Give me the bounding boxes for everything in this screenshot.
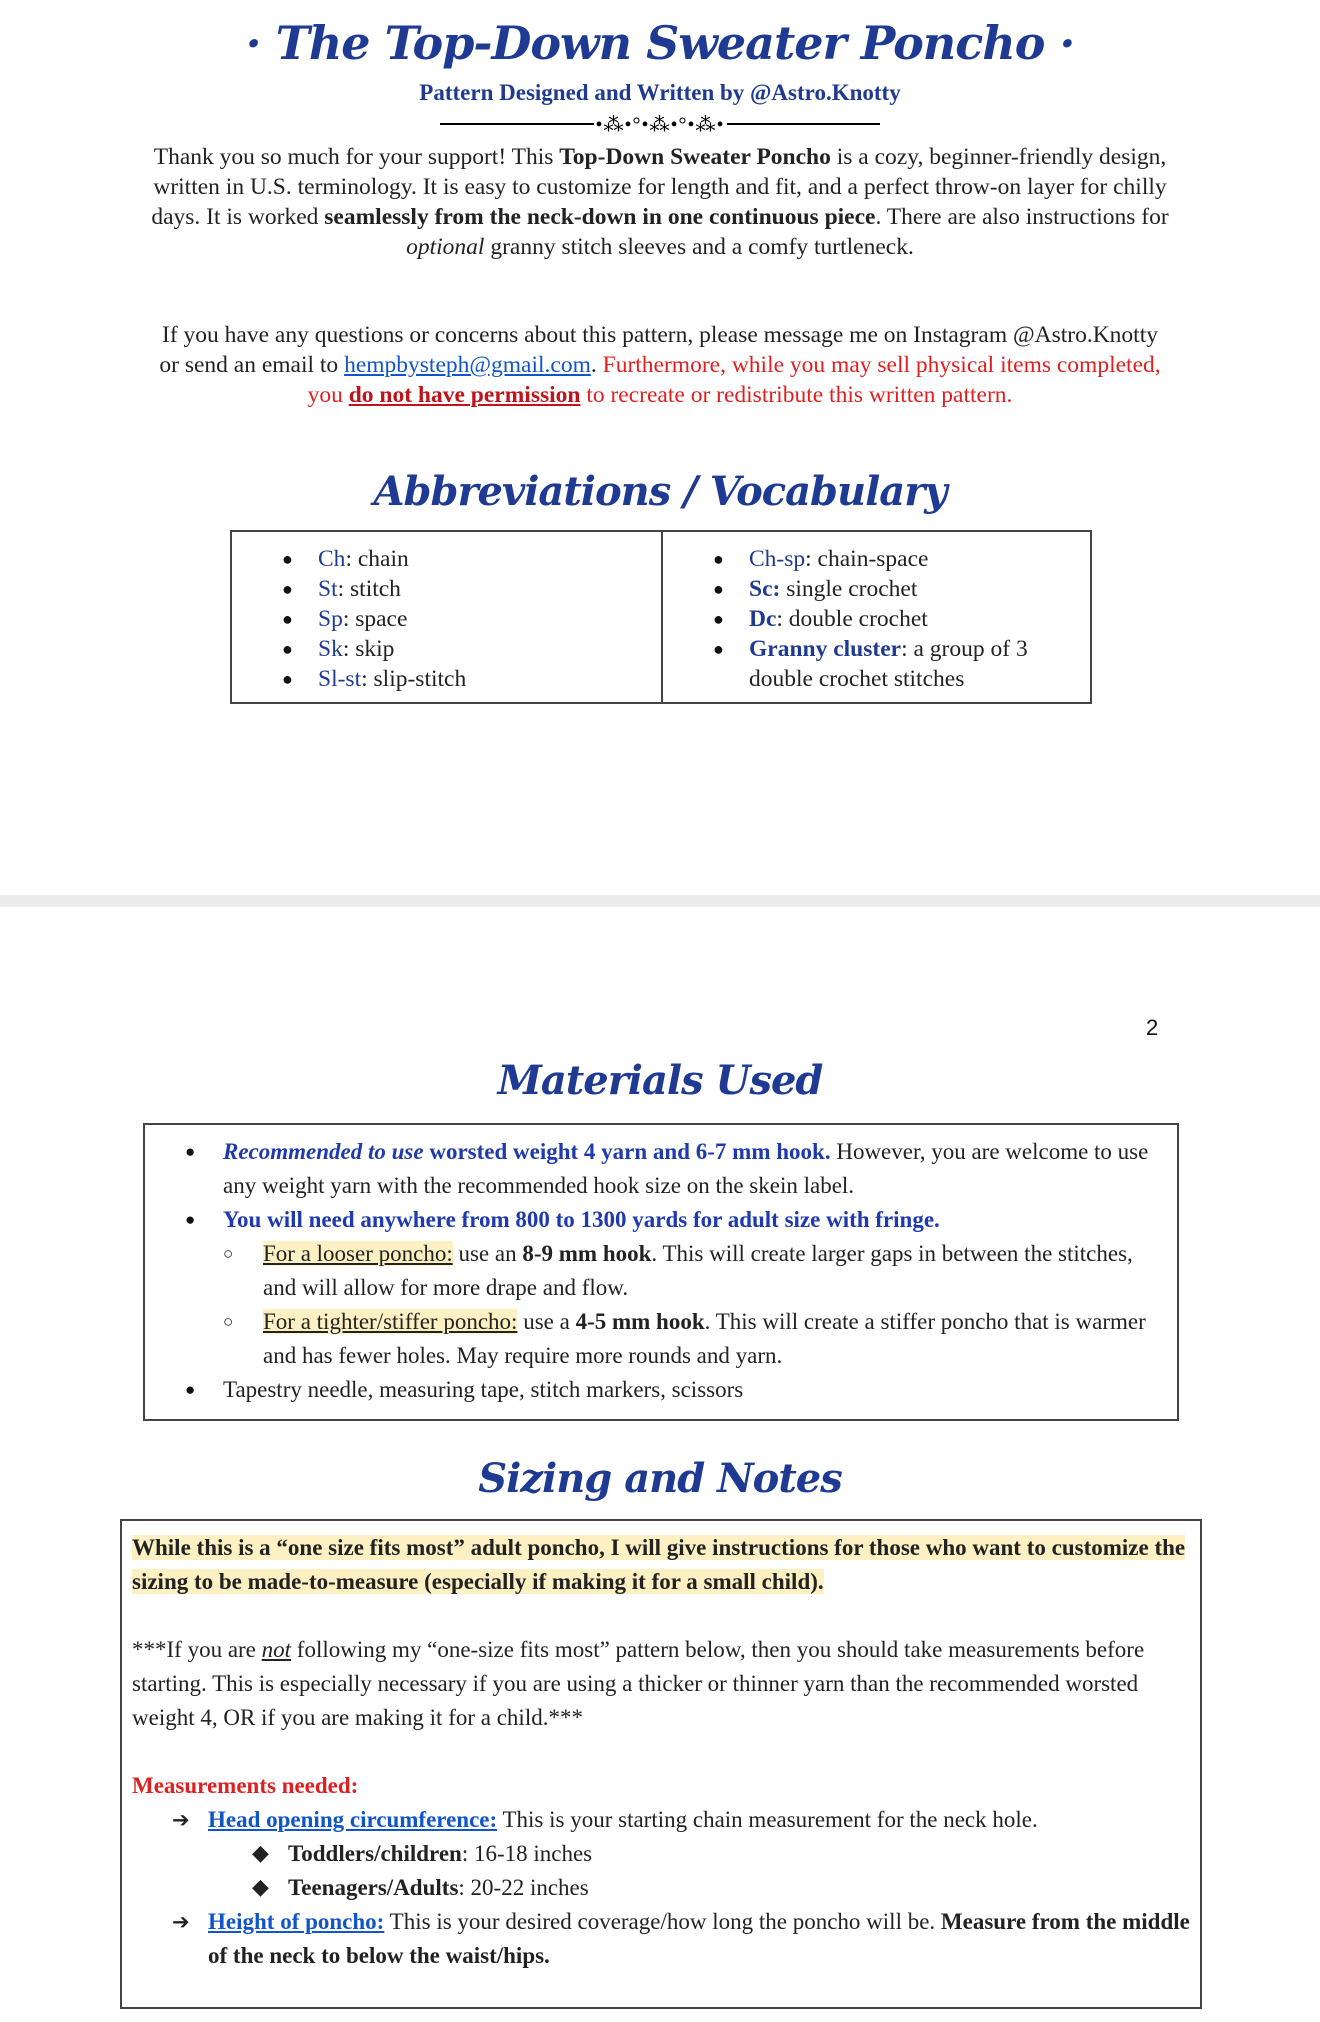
materials-subitem	[263, 1237, 1163, 1305]
materials-text: . This will create larger gaps in between the stitches, and will allow for more drape and flow.	[263, 1241, 1133, 1300]
abbreviations-left-column	[232, 532, 661, 702]
materials-box	[143, 1123, 1179, 1421]
divider-ornament: •⁂•°•⁂•°•⁂•	[595, 113, 725, 136]
diamond-icon: ◆	[252, 1875, 269, 1900]
measurement-toddlers	[132, 1837, 1190, 1871]
abbr-term: Ch	[318, 546, 346, 572]
intro-text-3: . There are also instructions for	[875, 204, 1169, 230]
intro-text-1: Thank you so much for your support! This	[153, 144, 560, 170]
page-2	[0, 907, 1320, 2022]
abbr-term: Dc	[749, 606, 777, 632]
measurement-adults	[132, 1871, 1190, 1905]
permission-notice-2: to recreate or redistribute this written pattern.	[580, 382, 1013, 408]
measurement-height	[132, 1905, 1190, 1973]
abbr-item	[749, 634, 1090, 694]
materials-subitem	[263, 1305, 1163, 1373]
abbr-term: Sp	[318, 606, 343, 632]
page-1	[0, 0, 1320, 895]
abbr-item	[749, 544, 1090, 574]
intro-bold-2: seamlessly from the neck-down in one continuous piece	[324, 204, 876, 230]
head-opening-text: This is your starting chain measurement for the neck hole.	[497, 1807, 1038, 1832]
arrow-icon: ➔	[172, 1910, 190, 1934]
abbr-def: : chain	[345, 546, 409, 572]
abbr-def: : double crochet	[776, 606, 928, 632]
adults-size: : 20-22 inches	[458, 1875, 589, 1900]
pattern-subtitle: Pattern Designed and Written by @Astro.Knotty	[419, 80, 901, 105]
intro-paragraph	[150, 142, 1170, 262]
page-separator	[0, 895, 1320, 907]
permission-notice-1: Furthermore, while you may sell physical items completed, you	[307, 352, 1161, 408]
abbr-term: Sc:	[749, 576, 781, 602]
page-number: 2	[1146, 1015, 1159, 1040]
abbr-term: Ch-sp	[749, 546, 806, 572]
abbr-def: : slip-stitch	[361, 666, 467, 692]
intro-bold-1: Top-Down Sweater Poncho	[559, 144, 831, 170]
permission-notice-bold: do not have permission	[348, 382, 581, 408]
abbr-item	[318, 604, 661, 634]
sizing-box	[120, 1519, 1202, 2009]
note-text-1: ***If you are	[132, 1637, 262, 1662]
materials-text: use a	[517, 1309, 576, 1334]
tighter-hook-size: 4-5 mm hook	[575, 1309, 705, 1334]
materials-item	[223, 1203, 1163, 1373]
abbr-item	[749, 604, 1090, 634]
measurement-head	[132, 1803, 1190, 1837]
contact-text-1: If you have any questions or concerns about this pattern, please message me on Instagram @Astro.Knotty or send an email to	[159, 322, 1158, 378]
intro-text-4: granny stitch sleeves and a comfy turtleneck.	[484, 234, 914, 260]
abbr-def: : space	[342, 606, 408, 632]
tighter-poncho-label: For a tighter/stiffer poncho:	[263, 1309, 518, 1334]
materials-text: However, you are welcome to use any weight yarn with the recommended hook size on the skein label.	[223, 1139, 1149, 1198]
abbreviations-table	[230, 530, 1092, 704]
intro-italic: optional	[406, 234, 485, 260]
sizing-highlight: While this is a “one size fits most” adult poncho, I will give instructions for those who want to customize the sizing to be made-to-measure (especially if making it for a small child).	[132, 1535, 1186, 1594]
abbr-def: : a group of 3 double crochet stitches	[749, 636, 1028, 692]
toddlers-label: Toddlers/children	[288, 1841, 462, 1866]
abbr-item	[318, 544, 661, 574]
abbr-def: single crochet	[780, 576, 918, 602]
materials-text: . This will create a stiffer poncho that is warmer and has fewer holes. May require more rounds and yarn.	[263, 1309, 1146, 1368]
measurement-note	[132, 1633, 1190, 1735]
note-not: not	[261, 1637, 292, 1662]
height-link[interactable]: Height of poncho:	[208, 1909, 385, 1934]
abbr-def: : skip	[342, 636, 395, 662]
head-opening-link[interactable]: Head opening circumference:	[208, 1807, 498, 1832]
intro-text-2: is a cozy, beginner-friendly design, written in U.S. terminology. It is easy to customize for length and fit, and a perfect throw-on layer for chilly days. It is worked	[151, 144, 1167, 230]
note-text-2: following my “one-size fits most” pattern below, then you should take measurements before starting. This is especially necessary if you are using a thicker or thinner yarn than the recommended worsted weight 4, OR if you are making it for a child.***	[132, 1637, 1145, 1730]
height-bold: Measure from the middle of the neck to below the waist/hips.	[208, 1909, 1190, 1968]
arrow-icon: ➔	[172, 1808, 190, 1832]
abbr-term: Sl-st	[318, 666, 362, 692]
measurements-needed-label: Measurements needed:	[132, 1773, 359, 1798]
abbr-item	[749, 574, 1090, 604]
abbreviations-heading: Abbreviations / Vocabulary	[373, 468, 947, 515]
spacer	[132, 1735, 1190, 1769]
divider-line-left	[440, 123, 594, 125]
materials-item	[223, 1373, 1163, 1407]
sizing-heading: Sizing and Notes	[478, 1455, 842, 1502]
abbr-item	[318, 574, 661, 604]
looser-poncho-label: For a looser poncho:	[263, 1241, 453, 1266]
spacer	[132, 1599, 1190, 1633]
materials-item	[223, 1135, 1163, 1203]
contact-text-2: .	[590, 352, 603, 378]
abbr-def: : chain-space	[805, 546, 929, 572]
materials-tools: Tapestry needle, measuring tape, stitch markers, scissors	[223, 1377, 744, 1402]
divider-line-right	[727, 123, 881, 125]
abbr-term: Sk	[318, 636, 343, 662]
ornamental-divider	[440, 112, 880, 136]
abbr-def: : stitch	[337, 576, 401, 602]
materials-yarn-hook: worsted weight 4 yarn and 6-7 mm hook.	[423, 1139, 831, 1164]
looser-hook-size: 8-9 mm hook	[522, 1241, 652, 1266]
materials-text: use an	[452, 1241, 523, 1266]
email-link[interactable]: hempbysteph@gmail.com	[344, 352, 591, 378]
materials-heading: Materials Used	[497, 1057, 823, 1104]
pattern-title: · The Top-Down Sweater Poncho ·	[245, 16, 1075, 70]
abbreviations-right-column	[661, 532, 1090, 702]
materials-yardage: You will need anywhere from 800 to 1300 yards for adult size with fringe.	[223, 1207, 940, 1232]
abbr-term: St	[318, 576, 338, 602]
contact-paragraph	[150, 320, 1170, 410]
abbr-item	[318, 634, 661, 664]
abbr-item	[318, 664, 661, 694]
materials-recommended: Recommended to use	[223, 1139, 424, 1164]
abbr-term: Granny cluster	[749, 636, 902, 662]
diamond-icon: ◆	[252, 1841, 269, 1866]
adults-label: Teenagers/Adults	[288, 1875, 459, 1900]
height-text: This is your desired coverage/how long the poncho will be.	[384, 1909, 941, 1934]
toddlers-size: : 16-18 inches	[461, 1841, 593, 1866]
